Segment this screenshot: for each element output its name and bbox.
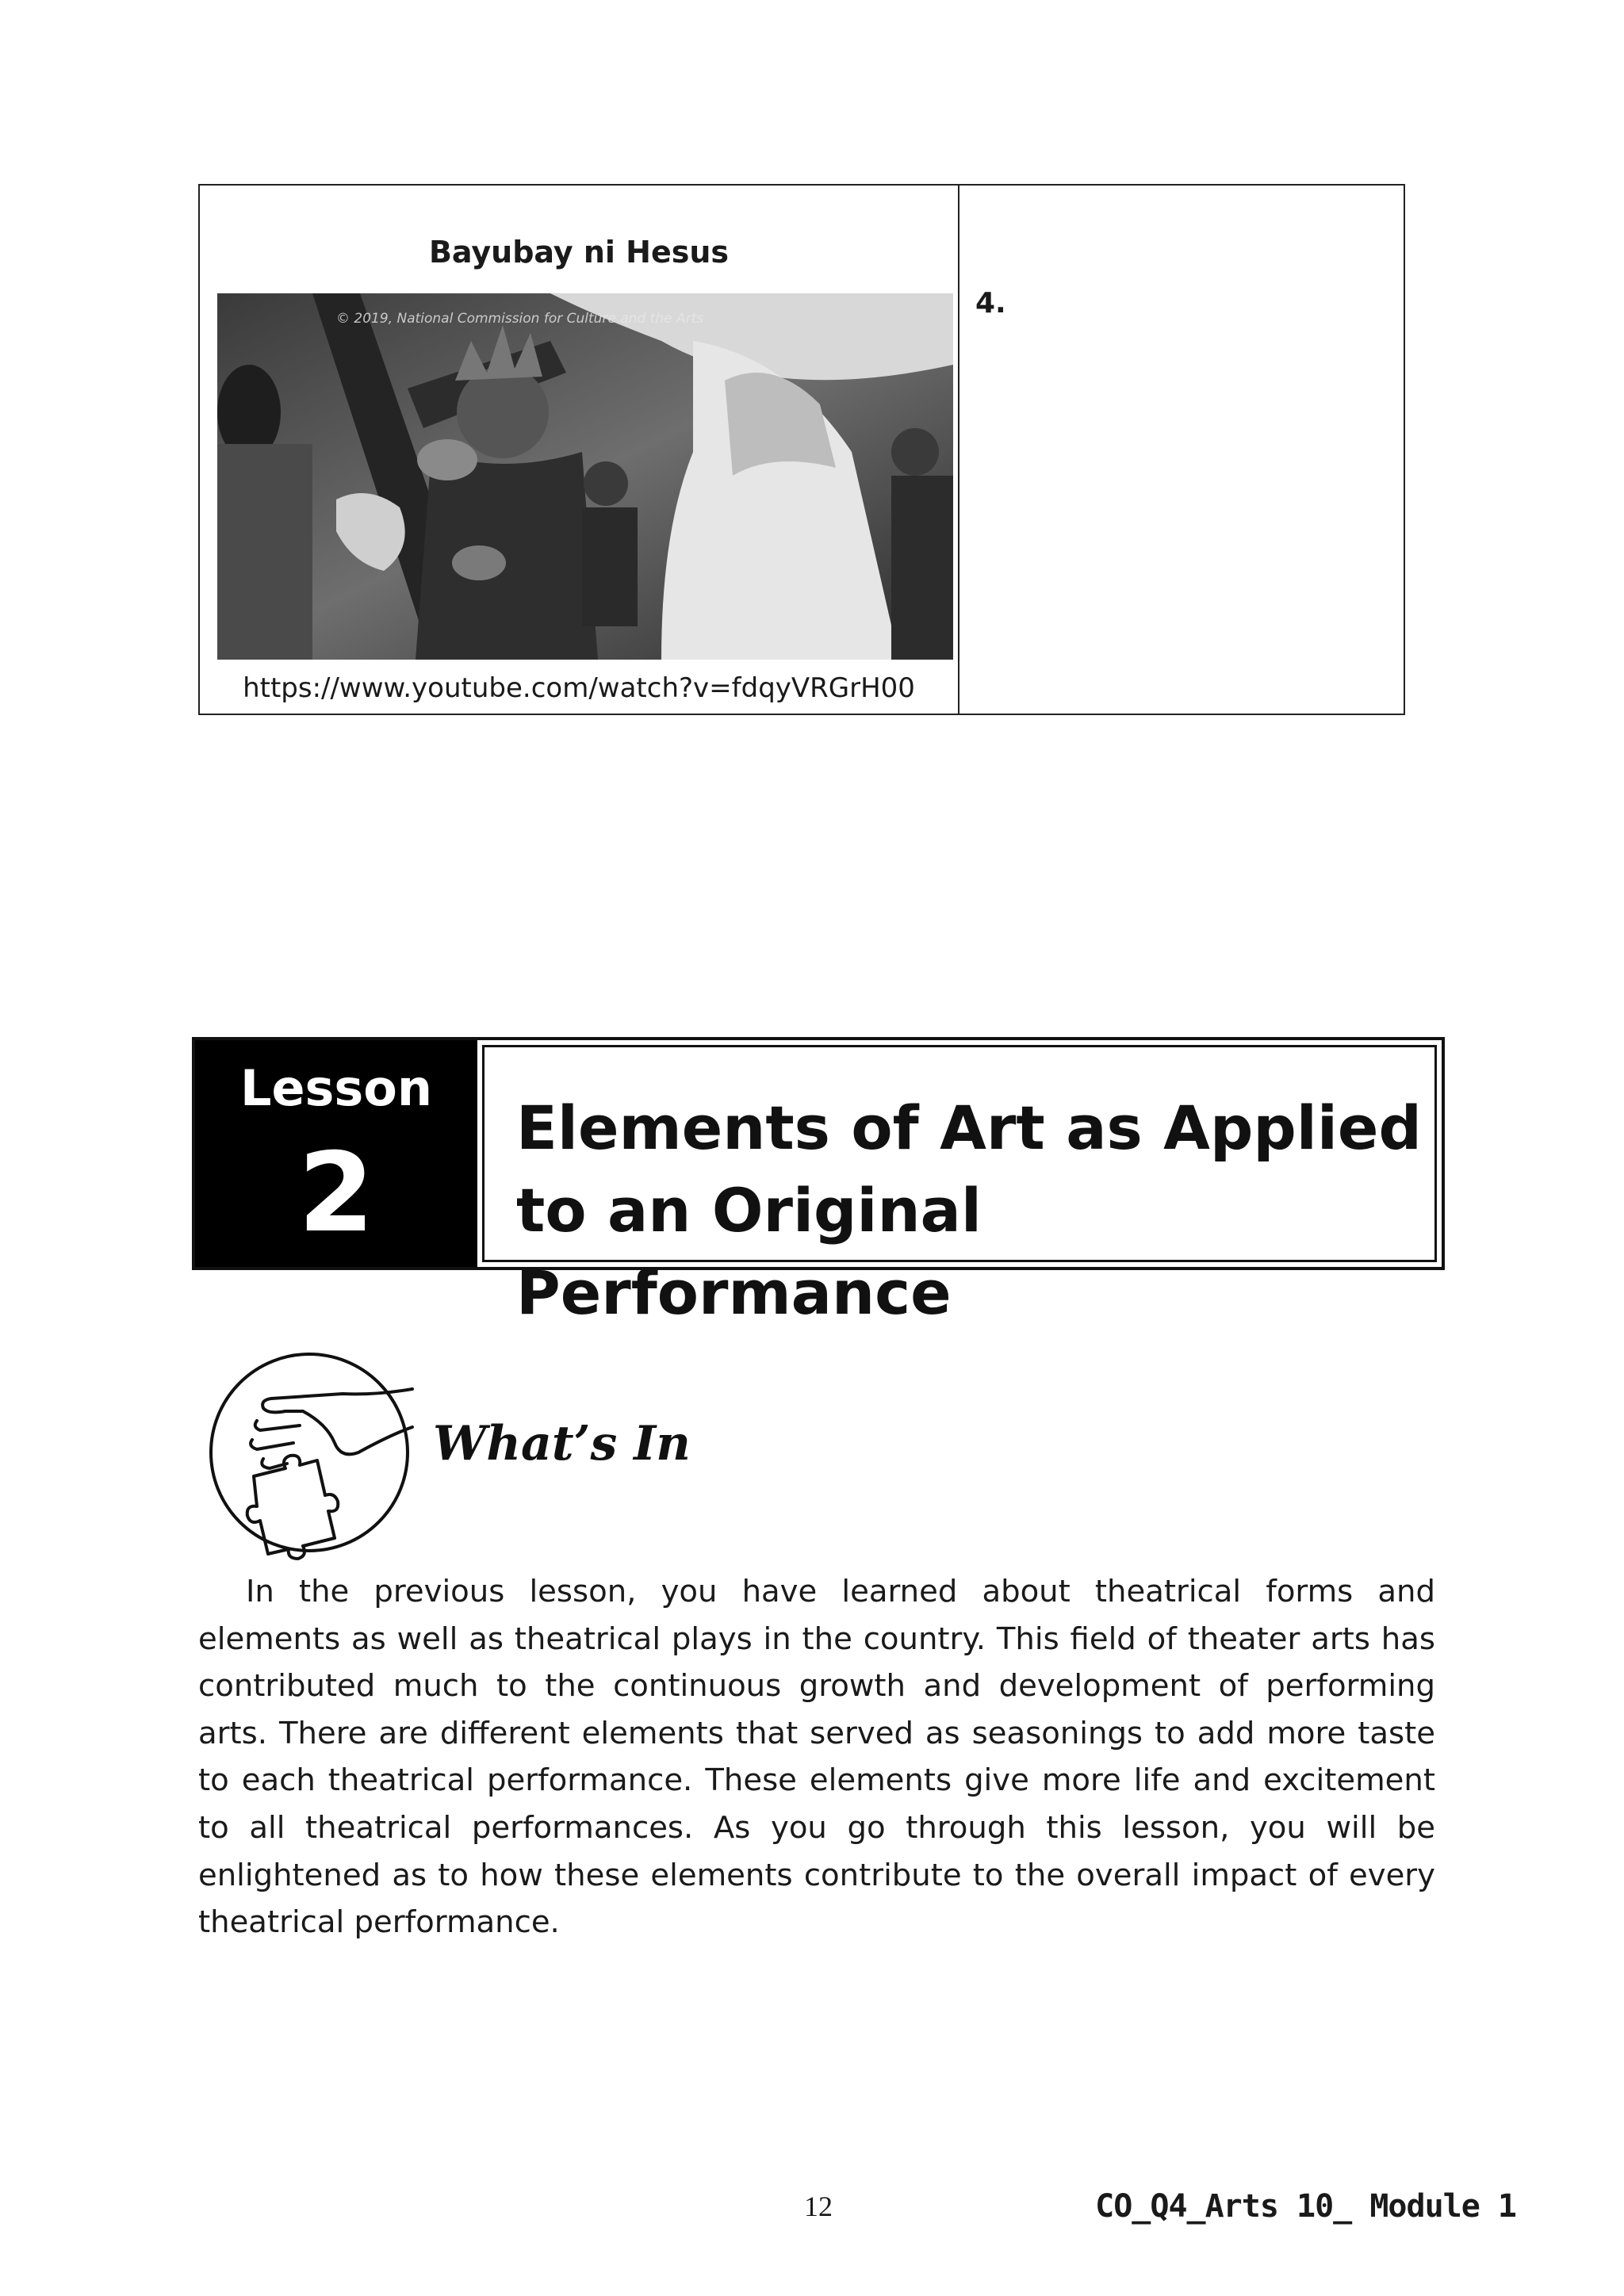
image-title: Bayubay ni Hesus — [428, 235, 730, 270]
table-cell-answer — [959, 186, 1404, 714]
photo-watermark: © 2019, National Commission for Culture and the Arts — [336, 311, 704, 327]
lesson-banner — [192, 1037, 1445, 1328]
lesson-label: Lesson — [239, 1059, 433, 1117]
hand-puzzle-piece-icon — [208, 1348, 422, 1562]
page-number: 12 — [804, 2191, 833, 2222]
whats-in-paragraph: In the previous lesson, you have learned about theatrical forms and elements as well as theatrical plays in the country. This field of theater arts has contributed much to the continuous growth and development of performing arts. There are different elements that served as seasonings to add more taste to each theatrical performance. These elements give more life and excitement to all theatrical performances. As you go through this lesson, you will be enlightened as to how these elements contribute to the overall impact of every theatrical performance. — [198, 1574, 1435, 1941]
lesson-title-line-2: to an Original Performance — [516, 1175, 982, 1328]
item-number: 4. — [975, 287, 1006, 320]
lesson-title — [516, 1087, 1434, 1334]
image-source-url: https://www.youtube.com/watch?v=fdqyVRGrH00 — [243, 672, 915, 704]
whats-in-heading: What’s In — [433, 1416, 691, 1471]
table-cell-image — [200, 186, 959, 714]
lesson-number-box — [195, 1040, 477, 1267]
module-code: CO_Q4_Arts 10_ Module 1 — [1095, 2188, 1516, 2225]
lesson-number: 2 — [297, 1129, 375, 1257]
lesson-title-line-1: Elements of Art as Applied — [516, 1093, 1422, 1163]
lesson-title-box — [482, 1045, 1437, 1328]
bayubay-photo — [217, 293, 953, 660]
activity-table — [198, 184, 1405, 715]
